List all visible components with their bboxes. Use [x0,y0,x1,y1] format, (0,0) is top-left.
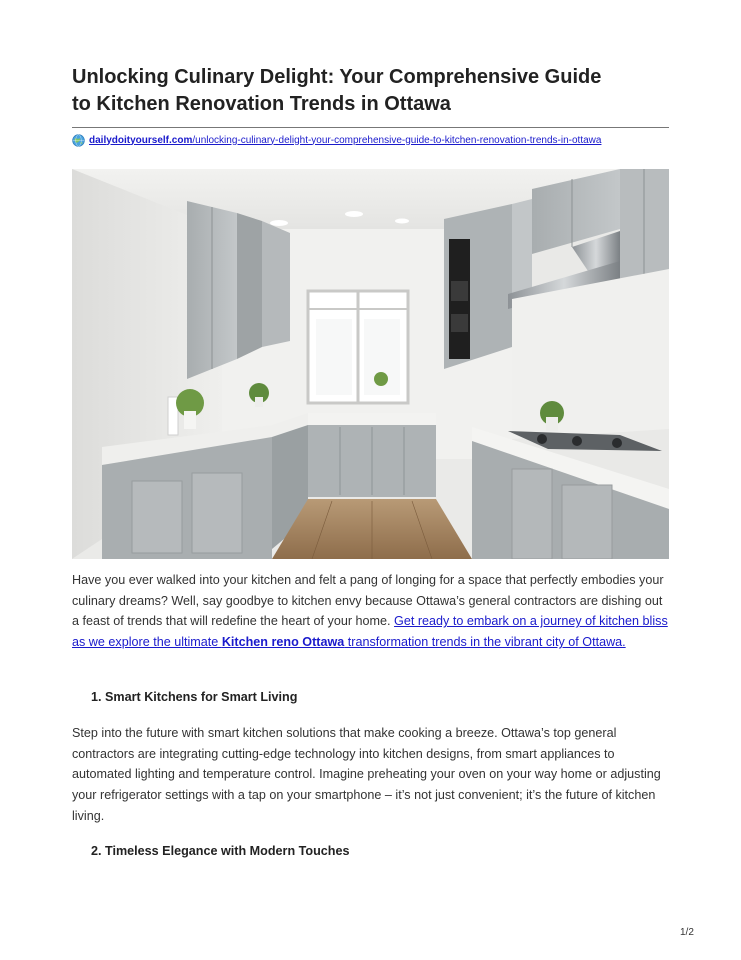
intro-link-text-before: Get ready to embark on a journey of kitchen bliss as we explore the ultimate [72,614,668,650]
section-paragraph-smart-kitchens: Step into the future with smart kitchen solutions that make cooking a breeze. Ottawa’s top general contractors are integrating cutting-edge technology into kitchen designs, from smart appliances to automated lighting and temperature control. Imagine preheating your oven on your way home or adjusting your refrigerator settings with a tap on your smartphone – it’s not just convenient; it’s the future of kitchen living. [72,726,661,823]
source-path: /unlocking-culinary-delight-your-comprehensive-guide-to-kitchen-renovation-trends-in-ottawa [192,134,602,146]
intro-paragraph [72,570,672,653]
article-title-line-2: to Kitchen Renovation Trends in Ottawa [72,93,451,115]
title-divider [72,127,669,128]
section-heading-timeless-elegance: 2. Timeless Elegance with Modern Touches [91,844,350,858]
article-title-line-1: Unlocking Culinary Delight: Your Comprehensive Guide [72,66,602,88]
intro-link-text-after: transformation trends in the vibrant city of Ottawa. [344,635,626,650]
kitchen-photo [72,169,669,559]
globe-icon [72,134,85,147]
page-number: 1/2 [680,927,694,938]
source-link-row [72,132,601,148]
intro-link-bold-text: Kitchen reno Ottawa [221,635,345,650]
article-title [72,64,672,118]
source-url-link[interactable] [89,135,601,146]
intro-text: Have you ever walked into your kitchen and felt a pang of longing for a space that perfectly embodies your culinary dreams? Well, say goodbye to kitchen envy because Ottawa’s general contractors are dishing out a feast of trends that will redefine the heart of your home. [72,573,664,629]
section-heading-smart-kitchens: 1. Smart Kitchens for Smart Living [91,690,298,704]
source-domain: dailydoityourself.com [89,134,193,146]
